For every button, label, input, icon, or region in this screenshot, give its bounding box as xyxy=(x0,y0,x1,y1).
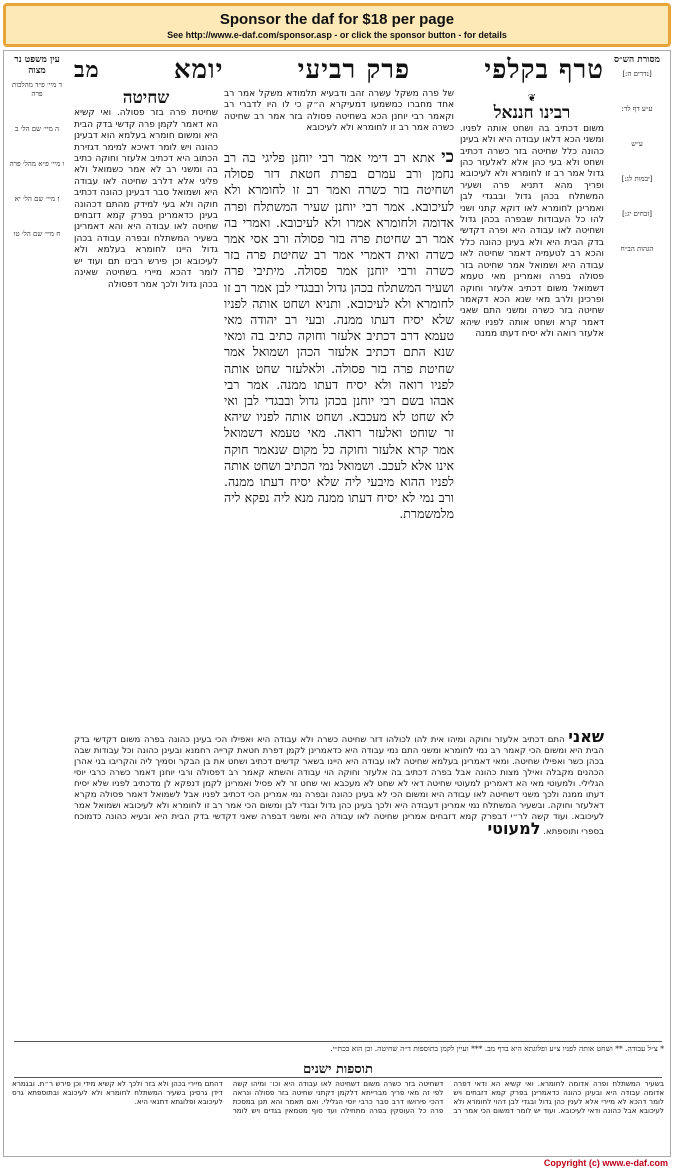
right-commentary-column xyxy=(460,89,604,729)
lower-commentary-text: התם דכתיב אלעזר וחוקה ומיהו אית להו לכולהו דזר שחיטה כשרה ולא עבודה היא ואפילו הכי בעינן כהונה בפרה משום דקדשי בדק הבית היא ומשום הכי קאמר רב נמי לחומרא ומשני התם נמי עבודה היא כדאמרינן לקמן דפרת חטאת קרייה רחמנא ובעינן כהונה וכל עבודות שבה בכהן כשר ואפילו שחיטה. ומאי דאמרינן בעלמא שחיטה לאו עבודה היא היינו בשאר קדשים דכתיב ושחט את בן הבקר וסמיך ליה והקריבו בני אהרן הכהנים מקבלה ואילך מצות כהונה אבל בפרה דכתיב בה אלעזר וחוקה הוי עבודה והשתא קאמר רב דפסולה ורבי יוחנן דאמר כשרה כרבי יוסי הגלילי. ולמעוטי מאי הא דאמרינן למעוטי שחיטה דאי לא שחט לא מעכבא ואי שחט זר לא פסיל ואמרינן לקמן דנפקא לן מדכתיב לפניו שלא יסיח דעתו ממנה ולכך משני דשחיטה לאו עבודה היא ומשום הכי לא בעינן כהונה ובפרה נמי אמרינן הכי דכתיב לפניו אבל לשמואל דאמר פסולה מקרא דאלעזר וחוקה. ובשעיר המשתלח נמי אמרינן דעבודה היא ולכך בעינן כהן גדול ובגדי לבן ומשום הכי אמר רב זו לחומרא ולא לעיכובא ושמואל אמר לעיכובא. ועוד קשה לר״י דבפרק קמא דזבחים אמרינן שחיטה לאו עבודה היא ומשני דבפרה שאני דקדשי בדק הבית היא ובעיא כהונה כדמוכח בספרי ותוספתא. xyxy=(74,735,604,837)
header-perek: פרק רביעי xyxy=(297,55,411,85)
top-commentary-strip: של פרה משקל עשרה זהב ודבעיא תלמודא משקל אמר רב אחד מחברו כמשמעו דמעיקרא ה״ק כי לו היו לדברי רב וקאמר רבי יוחנן הכא בשחיטה פסולה בזר אמר רב שחיטה כשרה אמר רב זו לחומרא ולא לעיכובא xyxy=(224,89,454,134)
right-margin-column xyxy=(607,55,667,280)
margin-reference: ד מיי׳ פ״ד מהלכות פרה xyxy=(11,81,63,98)
talmud-page xyxy=(3,50,671,1157)
commentary-section-title: רבינו חננאל xyxy=(493,103,571,124)
sponsor-banner[interactable] xyxy=(3,3,671,47)
copyright-notice: Copyright (c) www.e-daf.com xyxy=(543,1158,668,1168)
running-header xyxy=(74,55,604,85)
lower-commentary-second-word: למעוטי xyxy=(487,819,541,838)
left-commentary-text: שחיטת פרה בזר פסולה. ואי קשיא הא דאמר לקמן פרה קדשי בדק הבית היא ומשום חומרא בעלמא הוא דבעינן כהונה ויש לומר דאיכא למימר דגזירת הכתוב היא דכתיב אלעזר וחוקה כתיב בה ומשני רב לא אמר כשמואל ולא פליגי אלא דלרב שחיטה לאו עבודה היא ושמואל סבר דבעינן כהונה דכתיב חוקה ולא בעי למידק מהתם דכהונה בעינן כדאמרינן בפרק קמא דזבחים שחיטה לאו עבודה היא והא דאמרינן בשעיר המשתלח ובפרה עבודה בכהן גדול היינו לחומרא בעלמא ולא לעיכובא וכן פירש רבינו תם ועוד יש לומר דהכא מיירי בשחיטה שאינה בכהן גדול ולכך אמר דפסולה xyxy=(74,108,218,290)
tosafot-yeshanim-text: בשעיר המשתלח ופרה אדומה לחומרא. ואי קשיא הא ודאי דפרה אדומה עבודה היא ובעינן כהונה כדאמרינן בפרק קמא דזבחים ויש לומר דהכא לא מיירי אלא לענין כהן גדול ובגדי לבן דהוי לחומרא ולא לעיכובא אבל כהונה ודאי לעיכובא. ועוד יש לומר דמשום הכי אמר רב דשחיטה בזר כשרה משום דשחיטה לאו עבודה היא וכו׳ ומיהו קשה לפי זה מאי פריך מברייתא דלקמן דקתני שחיטה בזר פסולה ונראה דהכי פירושו דרב סבר כרבי יוסי הגלילי. ואם תאמר והא תנן במסכת פרה כל העוסקין בפרה מתחילה ועד סוף מטמאין בגדים ויש לומר דהתם מיירי בכהן ולא בזר ולכך לא קשיא מידי וכן פירש ר״ת. ובגמרא דידן גרסינן בשעיר המשתלח לחומרא ולא לעיכובא ובתוספתא גרס לעיכובא ופלוגתא דתנאי היא. xyxy=(12,1079,664,1115)
gemara-column xyxy=(224,149,454,729)
lower-commentary-opening-word: שאני xyxy=(568,731,604,746)
gemara-opening-word: כי xyxy=(441,149,454,167)
left-commentary-column xyxy=(74,89,218,729)
tosafot-yeshanim-title: תוספות ישנים xyxy=(303,1062,373,1077)
margin-reference: ע״ע דף לד: xyxy=(621,105,653,113)
tosafot-caption: שחיטה xyxy=(122,89,170,108)
right-commentary-text: משום דכתיב בה ושחט אותה לפניו. ומשני הכא דלאו עבודה היא ולא בעינן כהונה כלל שחיטה בזר כשרה דכתיב ושחט ולא בעי כהן אלא לאלעזר כהן גדול אמר רב זו לחומרא ולא לעיכובא ופריך מהא דתניא פרה ושעיר המשתלח בכהן גדול ובבגדי לבן ואמרינן לחומרא לאו דוקא קתני ושני להו כל העבודות שבפרה בכהן גדול ושחיטה לאו עבודה היא ופרה דקדשי בדק הבית היא ולא בעינן כהונה כלל והכא רב לטעמיה דאמר שחיטה לאו עבודה היא ושמואל אמר שחיטה בזר פסולה בפרה ואמרינן מאי טעמא דשמואל משום דכתיב אלעזר וחוקה ופרכינן ולרב מאי שנא הכא דקאמר שחיטה בזר כשרה ומשני התם שאני דאמר קרא ושחט אותה לפניו שיהא אלעזר רואה ולא יסיח דעתו ממנה xyxy=(460,123,604,340)
header-folio: מב xyxy=(74,57,100,83)
margin-reference: ז מיי׳ שם הל׳ יא xyxy=(14,195,60,203)
left-margin-label: עין משפט נר מצוה xyxy=(14,55,60,76)
margin-reference: [נדרים ה:] xyxy=(622,70,652,78)
footnote-line: * צ״ל עבודה. ** ושחט אותה לפניו צ״ע ופלוגתא היא בדף מב. *** ועיין לקמן בתוספות ד״ה שחיטה. וכן הוא בכת״י. xyxy=(330,1044,664,1053)
margin-reference: הגהות הב״ח xyxy=(620,245,654,253)
left-margin-column xyxy=(7,55,67,265)
main-text-block xyxy=(74,89,604,729)
margin-reference: [יבמות לג:] xyxy=(621,175,653,183)
section-rule xyxy=(14,1041,662,1042)
sponsor-subtitle[interactable]: See http://www.e-daf.com/sponsor.asp - or click the sponsor button - for details xyxy=(167,30,507,40)
lower-commentary xyxy=(74,731,604,991)
sponsor-title[interactable]: Sponsor the daf for $18 per page xyxy=(219,11,455,28)
right-margin-label: מסורת הש״ס xyxy=(614,55,660,65)
margin-reference: [זבחים יג:] xyxy=(622,210,652,218)
gemara-text: אתא רב דימי אמר רבי יוחנן פליגי בה רב נחמן ורב עמרם בפרת חטאת דזר פסולה ושחיטה בזר כשרה ואמר רב זו לחומרא ולא לעיכובא. אמר רבי יוחנן שעיר המשתלח ופרה אדומה ולחומרא אמרו ולא לעיכובא. ואמרי בה אמר רב שחיטת פרה בזר פסולה ורב אסי אמר כשרה ואית דאמרי אמר רב שחיטת פרה בזר כשרה ורבי יוחנן אמר פסולה. מיתיבי פרה ושעיר המשתלח בכהן גדול ובבגדי לבן אמר רב זו לחומרא ולא לעיכובא. ותניא ושחט אותה לפניו שלא יסיח דעתו ממנה. ובעי רב יהודה מאי טעמא דרב דכתיב אלעזר וחוקה כתיב בה ומאי שנא התם דכתיב אלעזר הכהן ושמואל אמר שחיטת פרה בזר פסולה. ולאלעזר שחט אותה לפניו רואה ולא יסיח דעתו ממנה. אמר רבי אבהו בשם רבי יוחנן בכהן גדול ובבגדי לבן ואי לא שחט לא מעכבא. ושחט אותה לפניו שיהא זר שוחט ואלעזר רואה. מאי טעמא דשמואל אמר קרא אלעזר וחוקה כל מקום שנאמר חוקה אינו אלא לעכב. ושמואל נמי הכתיב ושחט אותה לפניו ההוא מיבעי ליה שלא יסיח דעתו ממנה. ורב נמי לא יסיח דעתו ממנה מנא ליה נפקא ליה מלמשמרת. xyxy=(224,150,454,522)
header-tractate: יומא xyxy=(173,55,224,85)
margin-reference: ה מיי׳ שם הל׳ ב xyxy=(15,125,59,133)
margin-reference: ע״ש xyxy=(631,140,643,148)
header-chapter: טרף בקלפי xyxy=(484,55,604,85)
section-rule xyxy=(14,1077,662,1078)
margin-reference: ח מיי׳ שם הל׳ טו xyxy=(13,230,61,238)
margin-reference: ו מיי׳ פ״א מהל׳ פרה xyxy=(9,160,65,168)
ornament-divider: ❦ xyxy=(527,93,537,104)
